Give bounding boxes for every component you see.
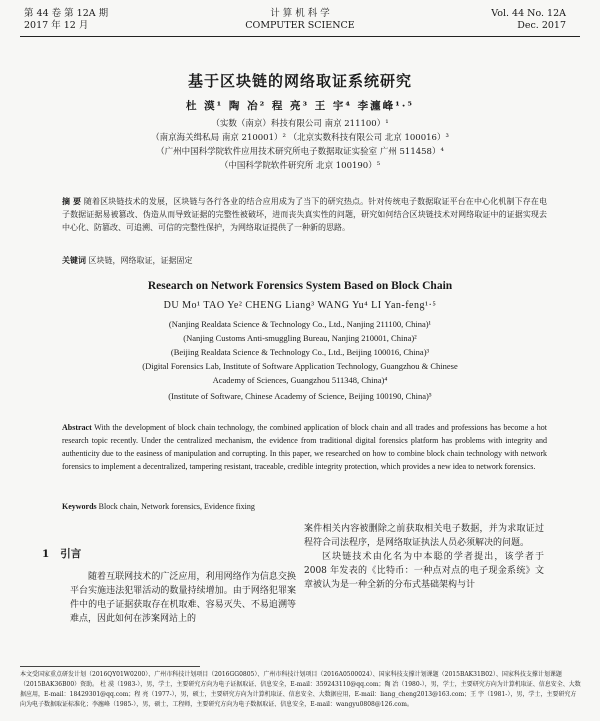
abstract-en-label: Abstract bbox=[62, 423, 92, 432]
affiliation-en: (Nanjing Customs Anti-smuggling Bureau, Nanjing 210001, China)² bbox=[183, 333, 417, 343]
body-paragraph: 案件相关内容被删除之前获取相关电子数据，并为求取证过程符合司法程序，是网络取证执法人员必须解决的问题。 bbox=[304, 524, 544, 548]
abstract-cn-text: 随着区块链技术的发展，区块链与各行各业的结合应用成为了当下的研究热点。针对传统电子数据取证平台在中心化机制下存在电子数据证据易被篡改、伪造从而导致证据的完整性被破坏，进而丧失真实性的问题，研究如何结合区块链技术对网络取证中的证据实现去中心化、防篡改、可追溯、可信的完整性保护，为网络取证提供了一种新的思路。 bbox=[62, 197, 547, 232]
header-journal bbox=[230, 8, 370, 32]
keywords-cn-text: 区块链，网络取证，证据固定 bbox=[88, 256, 193, 265]
affiliation-cn: （广州中国科学院软件应用技术研究所电子数据取证实验室 广州 511458）⁴ bbox=[156, 147, 444, 157]
footnote: 本文受国家重点研发计划（2016QY01W0200）、广州市科技计划项目（2016GG0805）、广州市科技计划项目（2016A0500024）、国家科技支撑计划课题（2015BAK31B02）、国家科技支撑计划课题（2015BAK36B00）资助。 杜 漠（1983-），男，学士，主要研究方向为电子证据取证、信息安全，E-mail：359243110@qq.com；陶 冶（1980-），男，学士，主要研究方向为计算机取证、信息安全、大数据应用，E-mail：18429301@qq.com；程 亮（1977-），男，硕士，主要研究方向为计算机取证、信息安全、大数据应用，E-mail：liang_cheng2013@163.com；王 宇（1981-），男，学士，主要研究方向为电子数据取证标准化；李瀍峰（1985-），男，硕士，工程师，主要研究方向为电子数据取证、信息安全，E-mail：wangyu0808@126.com。 bbox=[20, 671, 581, 708]
affiliation-en: Academy of Sciences, Guangzhou 511348, China)⁴ bbox=[212, 375, 388, 385]
section-title: 引言 bbox=[60, 548, 82, 560]
footnote-divider bbox=[20, 666, 200, 667]
header-divider bbox=[20, 36, 580, 37]
body-paragraph: 区块链技术由化名为中本聪的学者提出，该学者于 2008 年发表的《比特币：一种点对点的电子现金系统》文章被认为是一种全新的分布式基础架构与计 bbox=[304, 552, 544, 590]
header-volume-en bbox=[491, 8, 566, 32]
header-date-cn: 2017 年 12 月 bbox=[24, 20, 89, 31]
journal-name-cn: 计 算 机 科 学 bbox=[270, 8, 330, 19]
abstract-cn bbox=[62, 195, 547, 234]
affiliation-cn: （实数（南京）科技有限公司 南京 211100）¹ bbox=[211, 119, 389, 129]
body-right-column bbox=[304, 522, 544, 592]
header-volume-info bbox=[24, 8, 108, 32]
body-left-column: 随着互联网技术的广泛应用，利用网络作为信息交换平台实施违法犯罪活动的数量持续增加。由于网络犯罪案件中的电子证据获取存在机取难、容易灭失、不易追溯等难点，因此如何在涉案网站上的 bbox=[70, 572, 296, 624]
keywords-cn bbox=[62, 255, 547, 266]
paper-title-en: Research on Network Forensics System Based on Block Chain bbox=[147, 280, 453, 292]
affiliation-cn: （中国科学院软件研究所 北京 100190）⁵ bbox=[219, 161, 381, 171]
affiliation-en: (Nanjing Realdata Science & Technology Co., Ltd., Nanjing 211100, China)¹ bbox=[168, 319, 432, 329]
abstract-en bbox=[62, 421, 547, 473]
affiliation-cn: （南京海关缉私局 南京 210001）² （北京实数科技有限公司 北京 100016）³ bbox=[151, 133, 449, 143]
keywords-en bbox=[62, 502, 547, 511]
affiliation-en: (Beijing Realdata Science & Technology Co., Ltd., Beijing 100016, China)³ bbox=[170, 347, 430, 357]
abstract-cn-label: 摘 要 bbox=[62, 196, 82, 206]
section-number: 1 bbox=[42, 548, 50, 560]
authors-cn: 杜 漠¹ 陶 冶² 程 亮³ 王 宇⁴ 李瀍峰¹·⁵ bbox=[186, 100, 414, 112]
keywords-en-label: Keywords bbox=[62, 502, 97, 511]
section-heading bbox=[42, 546, 81, 561]
paper-title-cn: 基于区块链的网络取证系统研究 bbox=[187, 72, 412, 90]
journal-name-en: COMPUTER SCIENCE bbox=[245, 20, 355, 31]
authors-en: DU Mo¹ TAO Ye² CHENG Liang³ WANG Yu⁴ LI Yan-feng¹·⁵ bbox=[163, 300, 437, 311]
keywords-cn-label: 关键词 bbox=[62, 255, 86, 265]
header-vol-en: Vol. 44 No. 12A bbox=[491, 8, 566, 19]
affiliation-en: (Digital Forensics Lab, Institute of Software Application Technology, Guangzhou & Chinese bbox=[142, 361, 458, 371]
header-date-en: Dec. 2017 bbox=[517, 20, 566, 31]
affiliation-en: (Institute of Software, Chinese Academy of Science, Beijing 100190, China)⁵ bbox=[168, 391, 432, 401]
keywords-en-text: Block chain, Network forensics, Evidence fixing bbox=[98, 502, 255, 511]
header-volume: 第 44 卷 第 12A 期 bbox=[24, 8, 109, 19]
abstract-en-text: With the development of block chain technology, the combined application of block chain and all trades and professions has become a hot research topic recently. Under the centralized mechanism, the evidence from traditional digital forensics platform has problems with integrity and authenticity due to the easiness of manipulation and corrupting. In this paper, we researched on how to combine block chain technology with network forensics to implement a decentralized, tampering resistant, traceable, credible integrity protection, which provides a new idea to network forensics. bbox=[62, 423, 548, 471]
